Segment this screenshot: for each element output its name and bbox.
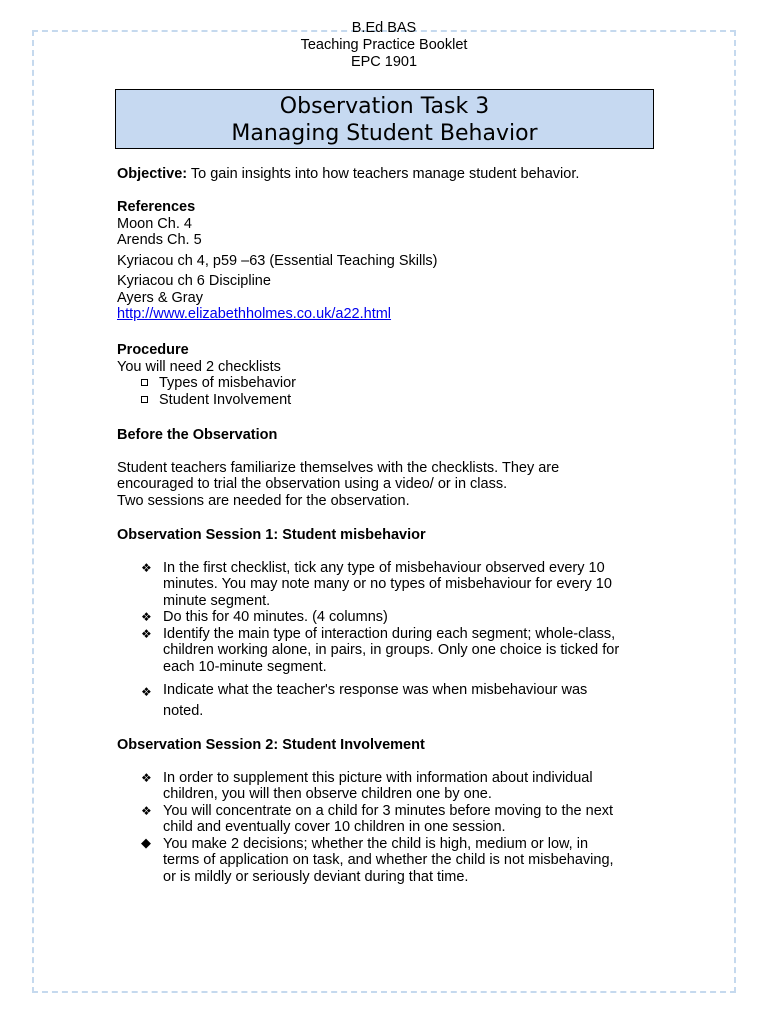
session2-section (117, 737, 677, 885)
header-program: B.Ed BAS (351, 20, 417, 36)
session1-heading: Observation Session 1: Student misbehavior (117, 527, 426, 543)
header-course-code: EPC 1901 (350, 54, 418, 70)
bullet-text-line: You make 2 decisions; whether the child is high, medium or low, in (163, 835, 589, 852)
before-text-line: Two sessions are needed for the observation. (117, 492, 410, 509)
diamond-bullet-icon: ◆ (141, 835, 151, 851)
diamond-bullet-icon: ❖ (141, 610, 152, 624)
header-booklet: Teaching Practice Booklet (300, 37, 468, 53)
session1-section (117, 527, 677, 722)
checkbox-bullet-icon (141, 379, 148, 386)
session1-bullet (117, 609, 677, 626)
session2-bullet (117, 803, 677, 836)
checkbox-bullet-icon (141, 396, 148, 403)
bullet-text-line: minutes. You may note many or no types of misbehaviour for every 10 (163, 576, 612, 592)
title-topic: Managing Student Behavior (231, 121, 538, 146)
title-box (115, 89, 654, 149)
bullet-text-line: You will concentrate on a child for 3 minutes before moving to the next (163, 802, 614, 819)
diamond-bullet-icon: ❖ (141, 560, 152, 575)
bullet-text-line: Do this for 40 minutes. (4 columns) (163, 609, 388, 625)
diamond-bullet-icon: ❖ (141, 626, 152, 641)
checklist-label: Types of misbehavior (159, 375, 297, 391)
reference-link[interactable]: http://www.elizabethholmes.co.uk/a22.html (117, 306, 392, 322)
before-observation-section (117, 427, 677, 509)
bullet-text-line: each 10-minute segment. (163, 658, 327, 675)
reference-item: Arends Ch. 5 (117, 232, 202, 248)
diamond-bullet-icon: ❖ (141, 770, 152, 785)
bullet-text-line: noted. (163, 703, 204, 719)
bullet-text-line: In order to supplement this picture with information about individual (163, 769, 593, 786)
diamond-bullet-icon: ❖ (141, 685, 152, 699)
reference-item: Kyriacou ch 4, p59 –63 (Essential Teaching Skills) (117, 252, 438, 269)
bullet-text-line: Identify the main type of interaction during each segment; whole-class, (163, 625, 616, 642)
references-section (117, 199, 677, 323)
bullet-text-line: In the first checklist, tick any type of misbehaviour observed every 10 (163, 559, 605, 576)
bullet-text-line: children, you will then observe children one by one. (163, 786, 492, 802)
reference-item: Moon Ch. 4 (117, 215, 192, 232)
bullet-text-line: minute segment. (163, 592, 271, 609)
session2-bullet (117, 836, 677, 886)
references-heading: References (117, 199, 196, 215)
reference-item: Kyriacou ch 6 Discipline (117, 273, 271, 289)
title-task: Observation Task 3 (279, 94, 490, 119)
bullet-text-line: or is mildly or seriously deviant during that time. (163, 868, 469, 885)
checklist-item (117, 375, 677, 392)
bullet-text-line: child and eventually cover 10 children in one session. (163, 819, 506, 835)
procedure-heading: Procedure (117, 342, 189, 358)
session1-bullet (117, 626, 677, 676)
objective-label: Objective: (117, 166, 188, 182)
before-heading: Before the Observation (117, 427, 278, 443)
page-header (0, 20, 768, 71)
reference-item: Ayers & Gray (117, 289, 203, 306)
checklist-label: Student Involvement (159, 391, 292, 408)
bullet-text-line: terms of application on task, and whether the child is not misbehaving, (163, 852, 614, 868)
procedure-section (117, 342, 677, 408)
session1-bullet (117, 680, 677, 722)
checklist-item (117, 392, 677, 409)
diamond-bullet-icon: ❖ (141, 803, 152, 818)
procedure-intro: You will need 2 checklists (117, 358, 281, 375)
session2-bullet (117, 770, 677, 803)
session1-bullet (117, 560, 677, 610)
objective-paragraph (117, 166, 677, 183)
bullet-text-line: Indicate what the teacher's response was when misbehaviour was (163, 682, 588, 698)
before-text-line: encouraged to trial the observation using a video/ or in class. (117, 476, 508, 492)
session2-heading: Observation Session 2: Student Involvement (117, 737, 425, 753)
bullet-text-line: children working alone, in pairs, in groups. Only one choice is ticked for (163, 642, 620, 658)
objective-text: To gain insights into how teachers manage student behavior. (187, 166, 580, 182)
before-text-line: Student teachers familiarize themselves with the checklists. They are (117, 459, 560, 476)
